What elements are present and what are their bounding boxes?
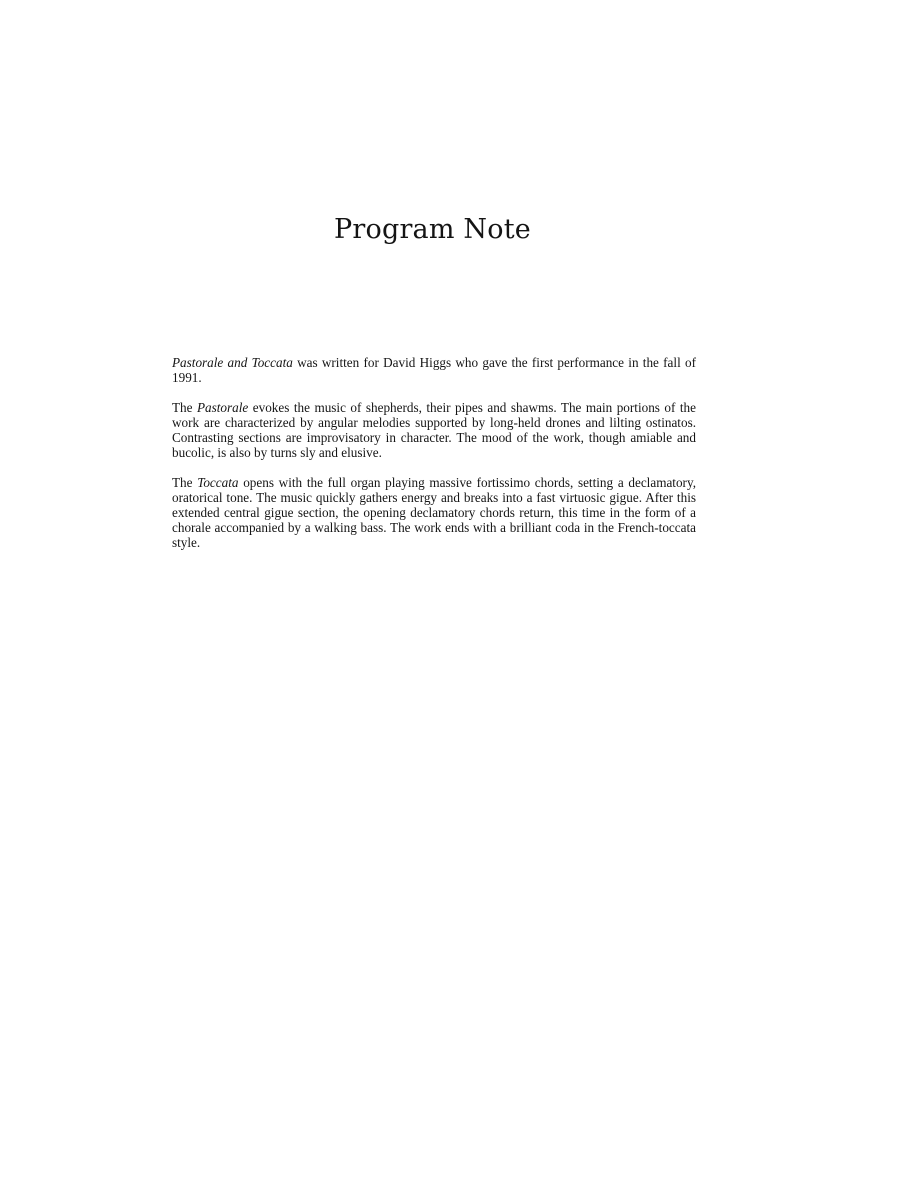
paragraph-pastorale — [172, 400, 696, 460]
paragraph-dedication — [172, 355, 696, 385]
movement-title-italic: Toccata — [197, 475, 239, 490]
movement-title-italic: Pastorale — [196, 400, 249, 415]
page-title: Program Note — [334, 214, 531, 245]
paragraph-toccata — [172, 475, 696, 550]
paragraph-text: evokes the music of shepherds, their pipes and shawms. The main portions of the work are characterized by angular melodies supported by long-held drones and lilting ostinatos. Contrasting sections are improvisatory in character. The mood of the work, though amiable and bucolic, is also by turns sly and elusive. — [172, 400, 696, 460]
work-title-italic: Pastorale and Toccata — [172, 355, 293, 370]
paragraph-text: The — [172, 400, 197, 415]
paragraph-text: The — [172, 475, 198, 490]
program-note-body — [172, 355, 696, 565]
paragraph-text: opens with the full organ playing massive fortissimo chords, setting a declamatory, oratorical tone. The music quickly gathers energy and breaks into a fast virtuosic gigue. After this extended central gigue section, the opening declamatory chords return, this time in the form of a chorale accompanied by a walking bass. The work ends with a brilliant coda in the French-toccata style. — [172, 475, 696, 550]
paragraph-text: was written for David Higgs who gave the first performance in the fall of 1991. — [172, 355, 696, 385]
